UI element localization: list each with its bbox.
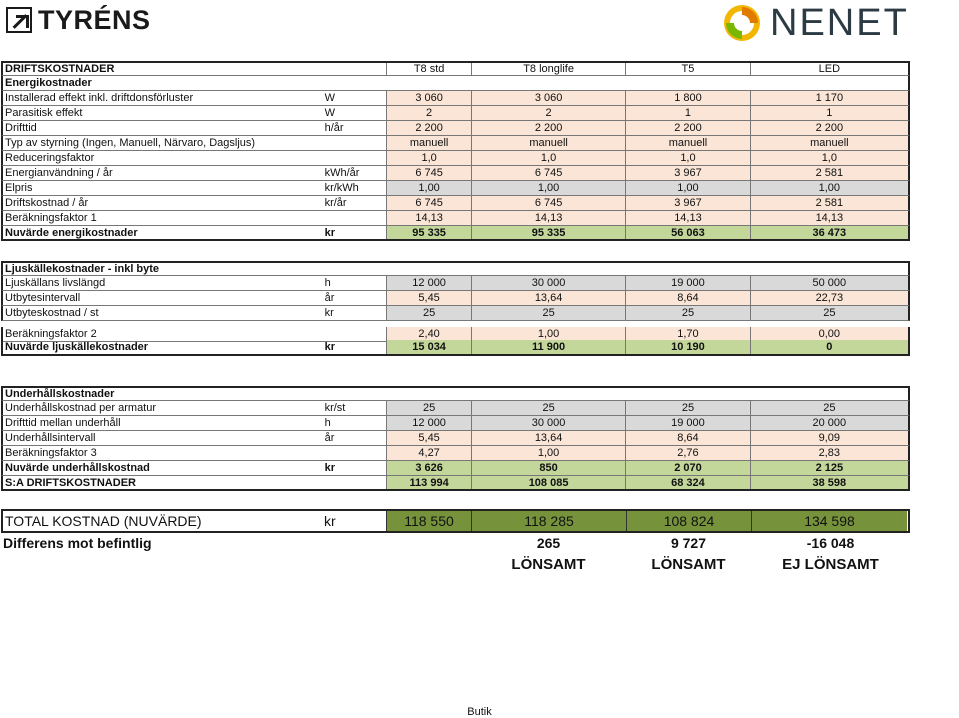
row-unit xyxy=(323,136,387,150)
row-unit xyxy=(323,151,387,165)
value-t8std: 6 745 xyxy=(386,196,471,210)
header-unit-col xyxy=(323,63,387,75)
value-t8std: 6 745 xyxy=(386,166,471,180)
value-t5: 14,13 xyxy=(625,211,749,225)
value-t5: 19 000 xyxy=(625,276,749,290)
value-t5: 25 xyxy=(625,401,749,415)
column-header-t5: T5 xyxy=(625,63,749,75)
table-row xyxy=(1,121,910,136)
value-led: 1,00 xyxy=(750,181,908,195)
value-led: 25 xyxy=(750,306,908,320)
total-cost-label: TOTAL KOSTNAD (NUVÄRDE) xyxy=(5,513,202,529)
value-t8longlife: 850 xyxy=(471,461,625,475)
value-t8longlife: 1,0 xyxy=(471,151,625,165)
row-unit: kr xyxy=(324,341,335,353)
value-led: 2,83 xyxy=(750,446,908,460)
row-unit: kr xyxy=(324,462,335,474)
difference-t8longlife: 265 xyxy=(536,535,561,551)
row-unit xyxy=(323,211,387,225)
value-t8longlife: 95 335 xyxy=(471,226,625,239)
value-t5: 1 xyxy=(625,106,749,120)
value-t5: 2 200 xyxy=(625,121,749,135)
table-row xyxy=(1,306,910,321)
row-unit xyxy=(323,327,387,341)
row-label: Utbyteskostnad / st xyxy=(5,307,99,319)
value-t8longlife: 25 xyxy=(471,401,625,415)
value-t8longlife: 30 000 xyxy=(471,276,625,290)
difference-label: Differens mot befintlig xyxy=(3,535,152,551)
row-label: Installerad effekt inkl. driftdonsförluster xyxy=(5,92,194,104)
difference-t5: 9 727 xyxy=(670,535,707,551)
table-row xyxy=(1,211,910,226)
row-label: Driftskostnad / år xyxy=(5,197,89,209)
table-row xyxy=(1,446,910,461)
value-t8longlife: 14,13 xyxy=(471,211,625,225)
row-label: Beräkningsfaktor 3 xyxy=(5,447,97,459)
value-t5: 3 967 xyxy=(625,196,749,210)
value-led: manuell xyxy=(750,136,908,150)
row-label: Ljuskällans livslängd xyxy=(5,277,106,289)
section-title-row xyxy=(1,386,910,401)
table-row xyxy=(1,91,910,106)
value-t5: 3 967 xyxy=(625,166,749,180)
row-label: Beräkningsfaktor 2 xyxy=(5,328,97,340)
value-led: 1 xyxy=(750,106,908,120)
value-t8longlife: 3 060 xyxy=(471,91,625,105)
table-row xyxy=(1,401,910,416)
row-unit: kr/kWh xyxy=(324,182,359,194)
value-led: 1,0 xyxy=(750,151,908,165)
verdict-t5: LÖNSAMT xyxy=(651,555,726,573)
value-t8longlife: 2 xyxy=(471,106,625,120)
tyrens-logo xyxy=(6,6,151,34)
value-led: 0 xyxy=(750,340,908,354)
value-t8std: 25 xyxy=(386,306,471,320)
row-unit: år xyxy=(324,432,335,444)
table-row xyxy=(1,151,910,166)
value-t8std: 1,0 xyxy=(386,151,471,165)
footer-label: Butik xyxy=(467,706,492,718)
row-label: Reduceringsfaktor xyxy=(5,152,95,164)
row-label: Drifttid mellan underhåll xyxy=(5,417,121,429)
value-t8longlife: 13,64 xyxy=(471,291,625,305)
column-header-t8std: T8 std xyxy=(386,63,471,75)
value-t5: 1,70 xyxy=(625,327,749,341)
value-t8longlife: 25 xyxy=(471,306,625,320)
value-led: 2 200 xyxy=(750,121,908,135)
verdict-unit xyxy=(322,553,386,575)
section-title-row xyxy=(1,76,910,91)
tyrens-logo-text: TYRÉNS xyxy=(38,4,151,35)
value-led: 14,13 xyxy=(750,211,908,225)
table-row xyxy=(1,166,910,181)
value-t5: 8,64 xyxy=(625,431,749,445)
row-unit: kr xyxy=(324,307,334,319)
row-unit xyxy=(323,446,387,460)
value-led: 22,73 xyxy=(750,291,908,305)
row-label: Nuvärde energikostnader xyxy=(5,226,138,239)
row-label: Energianvändning / år xyxy=(5,167,113,179)
nenet-sun-icon xyxy=(722,3,762,43)
value-t8longlife: 6 745 xyxy=(471,196,625,210)
value-t8std: 95 335 xyxy=(386,226,471,239)
value-t5: 56 063 xyxy=(625,226,749,239)
row-unit: h/år xyxy=(324,122,344,134)
row-label: S:A DRIFTSKOSTNADER xyxy=(5,476,136,489)
row-unit: år xyxy=(324,292,335,304)
total-cost-t8std: 118 550 xyxy=(386,511,471,531)
value-led: 25 xyxy=(750,401,908,415)
table-row xyxy=(1,416,910,431)
tyrens-mark-icon xyxy=(6,7,32,33)
total-cost-led: 134 598 xyxy=(751,511,907,531)
value-t8std: 1,00 xyxy=(386,181,471,195)
value-t5: 19 000 xyxy=(625,416,749,430)
table-row xyxy=(1,431,910,446)
total-cost-t5: 108 824 xyxy=(626,511,751,531)
row-unit: h xyxy=(324,417,331,429)
table-row xyxy=(1,196,910,211)
value-t8longlife: manuell xyxy=(471,136,625,150)
row-unit: kr/st xyxy=(324,402,346,414)
value-led: 0,00 xyxy=(750,327,908,341)
row-unit: kr xyxy=(324,226,335,239)
column-header-t8longlife: T8 longlife xyxy=(471,63,625,75)
row-label: Elpris xyxy=(5,182,33,194)
section-title: Energikostnader xyxy=(5,77,92,89)
value-t8longlife: 108 085 xyxy=(471,476,625,489)
value-t8std: manuell xyxy=(386,136,471,150)
row-label: Utbytesintervall xyxy=(5,292,81,304)
row-unit: W xyxy=(324,107,335,119)
table-row xyxy=(1,461,910,476)
value-t5: 1 800 xyxy=(625,91,749,105)
value-t8std: 12 000 xyxy=(386,276,471,290)
row-label: Drifttid xyxy=(5,122,37,134)
difference-t8std xyxy=(386,533,471,553)
row-unit: kr/år xyxy=(324,197,347,209)
value-led: 50 000 xyxy=(750,276,908,290)
value-t8std: 25 xyxy=(386,401,471,415)
value-t5: 10 190 xyxy=(625,340,749,354)
value-t8std: 15 034 xyxy=(386,340,471,354)
row-unit: h xyxy=(324,277,331,289)
verdict-t8longlife: LÖNSAMT xyxy=(511,555,586,573)
value-t8longlife: 30 000 xyxy=(471,416,625,430)
value-t5: 8,64 xyxy=(625,291,749,305)
verdict-led: EJ LÖNSAMT xyxy=(782,555,879,573)
table-row xyxy=(1,291,910,306)
column-header-led: LED xyxy=(750,63,908,75)
value-t8std: 4,27 xyxy=(386,446,471,460)
value-t5: 68 324 xyxy=(625,476,749,489)
nenet-logo xyxy=(722,2,909,44)
row-unit xyxy=(323,476,387,489)
value-t8std: 3 626 xyxy=(386,461,471,475)
value-t8std: 2 xyxy=(386,106,471,120)
value-led: 20 000 xyxy=(750,416,908,430)
value-t5: 2,76 xyxy=(625,446,749,460)
verdict-label xyxy=(1,553,322,575)
value-led: 9,09 xyxy=(750,431,908,445)
row-label: Nuvärde ljuskällekostnader xyxy=(5,341,149,353)
value-t8std: 2 200 xyxy=(386,121,471,135)
row-unit: kWh/år xyxy=(324,167,360,179)
value-led: 36 473 xyxy=(750,226,908,239)
total-cost-unit: kr xyxy=(324,513,336,529)
table-row xyxy=(1,181,910,196)
verdict-row xyxy=(1,553,910,575)
row-label: Underhållskostnad per armatur xyxy=(5,402,157,414)
value-led: 2 581 xyxy=(750,166,908,180)
table-row xyxy=(1,226,910,241)
section-title-row xyxy=(1,261,910,276)
row-label: Underhållsintervall xyxy=(5,432,96,444)
value-t5: manuell xyxy=(625,136,749,150)
row-label: Parasitisk effekt xyxy=(5,107,83,119)
value-t8longlife: 1,00 xyxy=(471,446,625,460)
value-t8longlife: 13,64 xyxy=(471,431,625,445)
value-t8longlife: 11 900 xyxy=(471,340,625,354)
nenet-logo-text: NENET xyxy=(770,1,909,44)
value-t8longlife: 1,00 xyxy=(471,181,625,195)
section-title: Ljuskällekostnader - inkl byte xyxy=(5,263,160,275)
value-led: 1 170 xyxy=(750,91,908,105)
value-t8std: 14,13 xyxy=(386,211,471,225)
row-label: Nuvärde underhållskostnad xyxy=(5,462,150,474)
value-t5: 25 xyxy=(625,306,749,320)
value-t8std: 3 060 xyxy=(386,91,471,105)
value-led: 2 581 xyxy=(750,196,908,210)
value-t5: 2 070 xyxy=(625,461,749,475)
table-row xyxy=(1,476,910,491)
value-t8longlife: 2 200 xyxy=(471,121,625,135)
value-t8std: 5,45 xyxy=(386,431,471,445)
difference-led: -16 048 xyxy=(806,535,855,551)
table-row xyxy=(1,106,910,121)
table-row xyxy=(1,136,910,151)
verdict-t8std xyxy=(386,553,471,575)
table-row xyxy=(1,340,910,356)
value-t8std: 12 000 xyxy=(386,416,471,430)
table-row xyxy=(1,276,910,291)
value-t8longlife: 6 745 xyxy=(471,166,625,180)
row-label: Typ av styrning (Ingen, Manuell, Närvaro, Dagsljus) xyxy=(5,137,256,149)
total-cost-row xyxy=(1,509,910,533)
value-t8std: 113 994 xyxy=(386,476,471,489)
value-led: 2 125 xyxy=(750,461,908,475)
row-unit: W xyxy=(324,92,335,104)
table-header-row xyxy=(1,61,910,76)
value-t5: 1,0 xyxy=(625,151,749,165)
value-t8std: 2,40 xyxy=(386,327,471,341)
value-led: 38 598 xyxy=(750,476,908,489)
value-t8std: 5,45 xyxy=(386,291,471,305)
row-label: Beräkningsfaktor 1 xyxy=(5,212,97,224)
value-t5: 1,00 xyxy=(625,181,749,195)
section-title: Underhållskostnader xyxy=(5,388,115,400)
value-t8longlife: 1,00 xyxy=(471,327,625,341)
difference-unit xyxy=(322,533,386,553)
table-title: DRIFTSKOSTNADER xyxy=(5,63,115,75)
difference-row xyxy=(1,533,910,553)
total-cost-t8longlife: 118 285 xyxy=(471,511,626,531)
